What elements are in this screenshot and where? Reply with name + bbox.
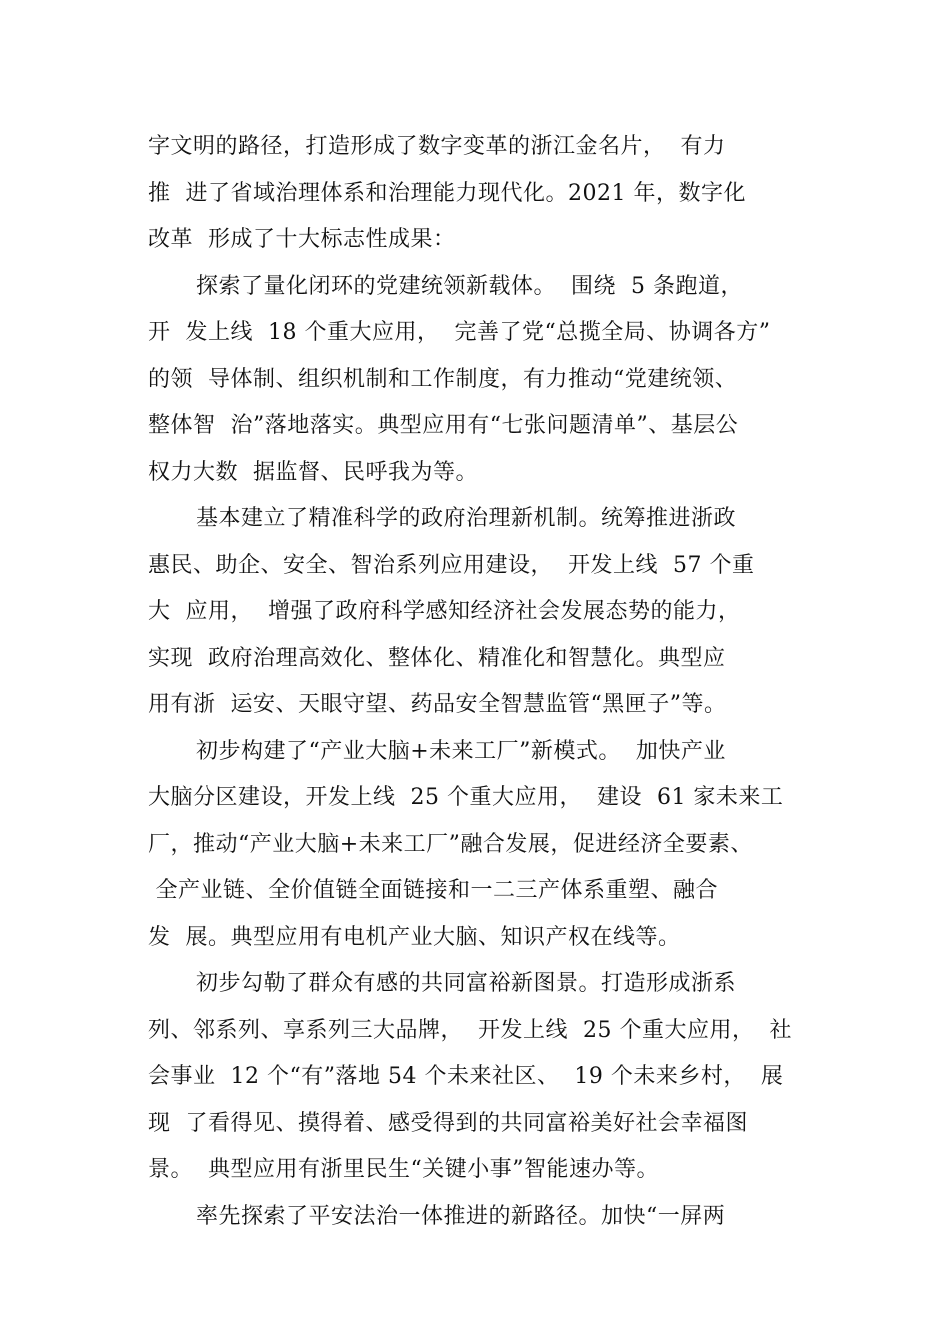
text-line: 大 应用， 增强了政府科学感知经济社会发展态势的能力， <box>148 599 741 624</box>
text-line: 发 展。典型应用有电机产业大脑、知识产权在线等。 <box>148 924 681 950</box>
text-line: 字文明的路径，打造形成了数字变革的浙江金名片， 有力 <box>148 134 726 159</box>
text-line: 的领 导体制、组织机制和工作制度，有力推动“党建统领、 <box>148 366 738 392</box>
section-heading-line: 初步构建了“产业大脑+未来工厂”新模式。 加快产业 <box>196 738 726 764</box>
section-heading-line: 基本建立了精准科学的政府治理新机制。统筹推进浙政 <box>196 506 737 531</box>
text-line: 开 发上线 18 个重大应用， 完善了党“总揽全局、协调各方” <box>148 320 771 345</box>
text-line: 全产业链、全价值链全面链接和一二三产体系重塑、融合 <box>148 878 718 903</box>
text-line: 现 了看得见、摸得着、感受得到的共同富裕美好社会幸福图 <box>148 1110 748 1136</box>
section-heading-line: 探索了量化闭环的党建统领新载体。 围绕 5 条跑道， <box>196 273 743 299</box>
text-line: 景。 典型应用有浙里民生“关键小事”智能速办等。 <box>148 1157 659 1182</box>
text-line: 实现 政府治理高效化、整体化、精准化和智慧化。典型应 <box>148 645 726 671</box>
text-line: 列、邻系列、享系列三大品牌， 开发上线 25 个重大应用， 社 <box>148 1017 792 1043</box>
document-body <box>148 124 818 1240</box>
text-line: 惠民、助企、安全、智治系列应用建设， 开发上线 57 个重 <box>148 552 755 578</box>
text-line: 用有浙 运安、天眼守望、药品安全智慧监管“黑匣子”等。 <box>148 692 727 717</box>
text-line: 会事业 12 个“有”落地 54 个未来社区、 19 个未来乡村， 展 <box>148 1064 784 1089</box>
text-line: 推 进了省域治理体系和治理能力现代化。2021 年，数字化 <box>148 180 746 206</box>
text-line: 整体智 治”落地落实。典型应用有“七张问题清单”、基层公 <box>148 413 739 438</box>
section-heading-line: 初步勾勒了群众有感的共同富裕新图景。打造形成浙系 <box>196 971 737 996</box>
section-heading-line: 率先探索了平安法治一体推进的新路径。加快“一屏两 <box>196 1203 726 1229</box>
text-line: 厂，推动“产业大脑+未来工厂”融合发展，促进经济全要素、 <box>148 831 753 857</box>
text-line: 改革 形成了十大标志性成果： <box>148 227 456 252</box>
text-line: 大脑分区建设，开发上线 25 个重大应用， 建设 61 家未来工 <box>148 785 784 810</box>
text-line: 权力大数 据监督、民呼我为等。 <box>148 459 478 485</box>
